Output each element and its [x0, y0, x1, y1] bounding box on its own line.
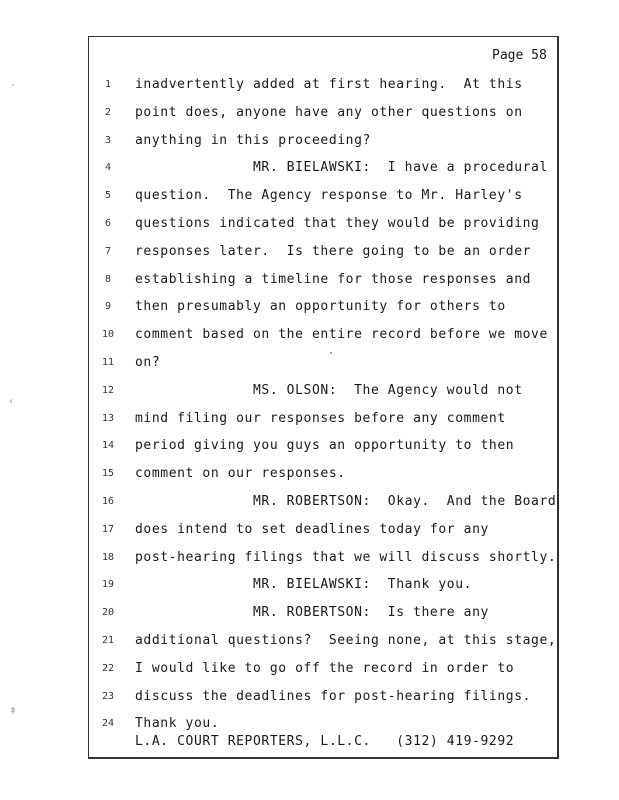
line-text: MR. ROBERTSON: Is there any: [135, 605, 489, 621]
scan-speck: [330, 352, 332, 354]
page-number: Page 58: [492, 48, 547, 63]
line-text: then presumably an opportunity for others to: [135, 299, 506, 315]
line-text: MS. OLSON: The Agency would not: [135, 382, 523, 398]
line-text: question. The Agency response to Mr. Harley's: [135, 188, 523, 204]
line-number: 18: [101, 551, 115, 563]
line-number: 9: [104, 301, 112, 313]
line-text: does intend to set deadlines today for any: [135, 521, 489, 537]
line-number: 15: [101, 468, 115, 480]
line-number: 1: [104, 79, 112, 90]
line-text: comment based on the entire record before we move: [135, 327, 548, 343]
line-number: 4: [104, 162, 112, 174]
line-number: 10: [101, 329, 115, 341]
line-text: post-hearing filings that we will discuss shortly.: [135, 549, 557, 565]
line-text: inadvertently added at first hearing. At this: [135, 77, 523, 92]
line-text: MR. ROBERTSON: Okay. And the Board: [135, 494, 557, 509]
line-number: 12: [101, 384, 115, 396]
scan-mark: ·: [10, 80, 17, 91]
line-number: 20: [101, 607, 115, 619]
line-text: period giving you guys an opportunity to then: [135, 438, 515, 454]
line-text: point does, anyone have any other questions on: [135, 104, 523, 120]
line-number: 22: [101, 662, 115, 674]
line-number: 2: [104, 106, 112, 118]
line-number: 11: [101, 357, 115, 368]
line-number: 24: [101, 718, 115, 730]
line-text: anything in this proceeding?: [135, 132, 371, 148]
line-number: 19: [101, 579, 115, 591]
line-number: 6: [104, 218, 112, 229]
line-text: questions indicated that they would be providing: [135, 216, 540, 231]
line-number: 23: [101, 690, 115, 702]
line-text: establishing a timeline for those responses and: [135, 271, 532, 287]
line-number: 14: [101, 440, 115, 452]
footer: L.A. COURT REPORTERS, L.L.C. (312) 419-9292: [135, 734, 515, 749]
line-text: discuss the deadlines for post-hearing filings.: [135, 688, 532, 704]
line-text: I would like to go off the record in order to: [135, 660, 515, 676]
line-number: 7: [104, 245, 112, 257]
line-text: Thank you.: [135, 716, 220, 732]
line-number: 16: [101, 496, 115, 507]
line-number: 3: [104, 134, 112, 146]
line-text: MR. BIELAWSKI: Thank you.: [135, 577, 473, 593]
line-text: responses later. Is there going to be an order: [135, 243, 532, 259]
scan-mark: ǂ: [10, 706, 17, 717]
line-number: 17: [101, 523, 115, 535]
line-number: 13: [101, 412, 115, 424]
line-text: on?: [135, 355, 161, 370]
line-number: 5: [104, 190, 112, 202]
line-text: mind filing our responses before any comment: [135, 410, 506, 426]
scan-mark: ‹: [8, 396, 15, 407]
line-number: 8: [104, 273, 112, 285]
line-text: additional questions? Seeing none, at this stage,: [135, 633, 557, 648]
line-text: MR. BIELAWSKI: I have a procedural: [135, 160, 548, 176]
line-number: 21: [101, 635, 115, 646]
line-text: comment on our responses.: [135, 466, 346, 482]
